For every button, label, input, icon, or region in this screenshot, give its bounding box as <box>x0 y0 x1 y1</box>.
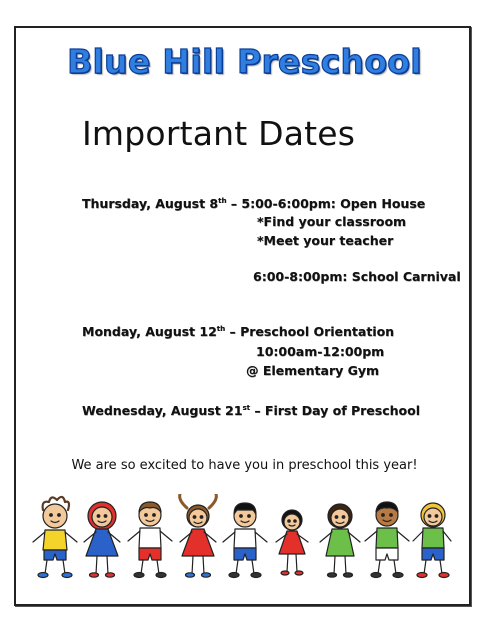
event-carnival: 6:00-8:00pm: School Carnival <box>253 269 461 284</box>
child-2 <box>84 502 120 577</box>
page-heading: Important Dates <box>82 114 356 153</box>
event-note: 10:00am-12:00pm <box>256 344 385 359</box>
date-suffix: th <box>216 324 226 333</box>
child-7 <box>320 504 360 577</box>
closing-message: We are so excited to have you in preschool this year! <box>71 458 418 473</box>
event-date: Wednesday, August 21 <box>82 403 243 418</box>
event-description: – Preschool Orientation <box>225 324 395 339</box>
event-date: Monday, August 12 <box>82 324 217 339</box>
event-date: Thursday, August 8 <box>82 196 219 211</box>
date-suffix: st <box>242 403 250 412</box>
child-6 <box>276 510 308 575</box>
event-description: – 5:00-6:00pm: Open House <box>226 196 426 211</box>
event-monday-line <box>82 324 394 339</box>
child-9 <box>413 503 451 578</box>
event-thursday-line <box>82 196 425 211</box>
school-name: Blue Hill Preschool <box>67 42 422 81</box>
child-4 <box>180 494 217 577</box>
event-wednesday-line <box>82 403 420 418</box>
event-note: *Meet your teacher <box>257 233 394 248</box>
child-1 <box>33 497 77 578</box>
child-5 <box>223 503 267 578</box>
event-description: – First Day of Preschool <box>249 403 420 418</box>
date-suffix: th <box>218 196 227 205</box>
event-note: *Find your classroom <box>257 214 407 229</box>
child-8 <box>365 502 409 578</box>
child-3 <box>128 502 172 578</box>
holding-hands-children-icon <box>30 494 460 584</box>
event-note: @ Elementary Gym <box>246 363 380 378</box>
